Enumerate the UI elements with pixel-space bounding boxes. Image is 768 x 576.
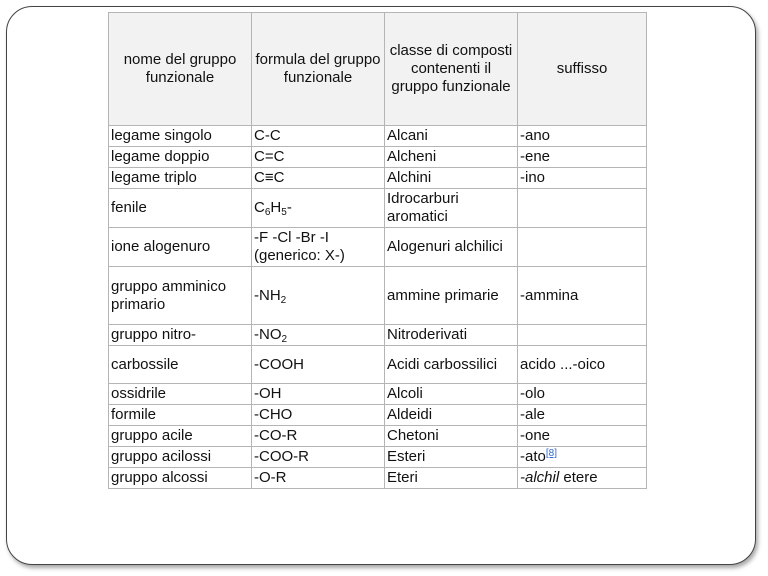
cell-formula: -OH — [252, 384, 385, 405]
cell-name: legame triplo — [109, 168, 252, 189]
formula-subscript: 5 — [281, 207, 287, 218]
cell-class: ammine primarie — [385, 267, 518, 325]
cell-class: Alogenuri alchilici — [385, 228, 518, 267]
cell-suffix — [518, 189, 647, 228]
suffix-text: -ato — [520, 448, 546, 465]
cell-suffix: acido ...-oico — [518, 346, 647, 384]
cell-formula: C=C — [252, 147, 385, 168]
cell-class: Alcoli — [385, 384, 518, 405]
table-header-row — [109, 13, 647, 126]
cell-formula: C≡C — [252, 168, 385, 189]
cell-formula: C-C — [252, 126, 385, 147]
table-row — [109, 189, 647, 228]
formula-part: - — [286, 199, 292, 216]
cell-suffix — [518, 447, 647, 468]
formula-subscript: 6 — [264, 207, 271, 218]
cell-class: Idrocarburi aromatici — [385, 189, 518, 228]
cell-name: legame singolo — [109, 126, 252, 147]
cell-suffix: -ale — [518, 405, 647, 426]
cell-class: Aldeidi — [385, 405, 518, 426]
table-row — [109, 447, 647, 468]
cell-name: gruppo acilossi — [109, 447, 252, 468]
table-row — [109, 384, 647, 405]
cell-suffix: -ammina — [518, 267, 647, 325]
cell-formula — [252, 189, 385, 228]
cell-name: formile — [109, 405, 252, 426]
cell-name: gruppo acile — [109, 426, 252, 447]
formula-part: -NH — [254, 286, 281, 304]
cell-class: Acidi carbossilici — [385, 346, 518, 384]
formula-part: -NO — [254, 326, 282, 343]
cell-name: ione alogenuro — [109, 228, 252, 267]
cell-suffix: -ene — [518, 147, 647, 168]
cell-formula — [252, 267, 385, 325]
cell-suffix — [518, 325, 647, 346]
formula-part: C — [254, 199, 265, 216]
functional-groups-table — [108, 12, 647, 489]
cell-class: Eteri — [385, 468, 518, 489]
cell-suffix: -one — [518, 426, 647, 447]
cell-suffix: -ano — [518, 126, 647, 147]
table-row — [109, 228, 647, 267]
cell-suffix: -olo — [518, 384, 647, 405]
formula-part: H — [270, 199, 282, 216]
cell-suffix — [518, 228, 647, 267]
cell-class: Nitroderivati — [385, 325, 518, 346]
formula-subscript: 2 — [280, 294, 287, 306]
citation-link[interactable]: [8] — [545, 448, 557, 459]
cell-formula: -COOH — [252, 346, 385, 384]
cell-suffix: -ino — [518, 168, 647, 189]
cell-formula: -O-R — [252, 468, 385, 489]
cell-suffix — [518, 468, 647, 489]
cell-class: Alcheni — [385, 147, 518, 168]
cell-name: fenile — [109, 189, 252, 228]
header-name: nome del gruppo funzionale — [109, 13, 252, 126]
suffix-text: etere — [559, 469, 598, 486]
header-suffix: suffisso — [518, 13, 647, 126]
cell-name: carbossile — [109, 346, 252, 384]
suffix-italic: -alchil — [520, 469, 560, 486]
cell-name: gruppo amminico primario — [109, 267, 252, 325]
table-row — [109, 346, 647, 384]
table-row — [109, 267, 647, 325]
cell-class: Alcani — [385, 126, 518, 147]
cell-class: Alchini — [385, 168, 518, 189]
table-row — [109, 468, 647, 489]
cell-formula: -CHO — [252, 405, 385, 426]
table-row — [109, 405, 647, 426]
header-formula: formula del gruppo funzionale — [252, 13, 385, 126]
formula-subscript: 2 — [281, 334, 288, 345]
cell-name: gruppo nitro- — [109, 325, 252, 346]
cell-name: ossidrile — [109, 384, 252, 405]
cell-formula — [252, 325, 385, 346]
cell-class: Esteri — [385, 447, 518, 468]
cell-formula: -COO-R — [252, 447, 385, 468]
cell-formula: -F -Cl -Br -I (generico: X-) — [252, 228, 385, 267]
table-row — [109, 426, 647, 447]
cell-name: legame doppio — [109, 147, 252, 168]
table-row — [109, 325, 647, 346]
cell-class: Chetoni — [385, 426, 518, 447]
header-class: classe di composti contenenti il gruppo funzionale — [385, 13, 518, 126]
cell-name: gruppo alcossi — [109, 468, 252, 489]
table-row — [109, 126, 647, 147]
table-row — [109, 147, 647, 168]
cell-formula: -CO-R — [252, 426, 385, 447]
table-row — [109, 168, 647, 189]
